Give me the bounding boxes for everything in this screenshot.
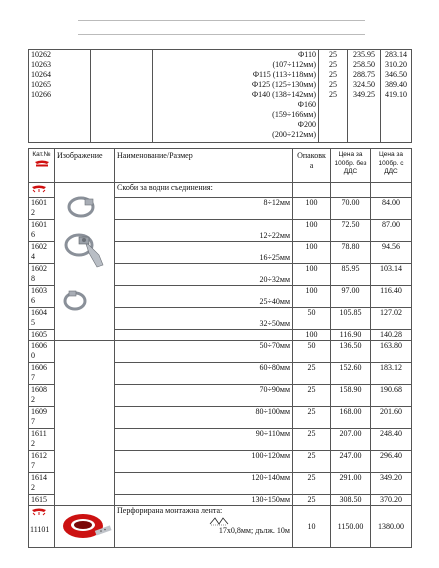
size-cell: 90÷110мм xyxy=(115,429,293,451)
top-code: 10264 xyxy=(31,70,51,79)
section1-logo-cell xyxy=(29,183,55,198)
price-vat-cell: 163.80 xyxy=(371,341,412,363)
price-no-vat-cell: 247.00 xyxy=(331,451,371,473)
price-vat-cell: 140.28 xyxy=(371,330,412,341)
code-cell: 1609 7 xyxy=(29,407,55,429)
top-price-vat: 283.14 xyxy=(385,50,407,59)
pack-cell: 100 xyxy=(293,264,331,286)
price-no-vat-cell: 116.90 xyxy=(331,330,371,341)
code-cell: 1605 xyxy=(29,330,55,341)
size-cell: 130÷150мм xyxy=(115,495,293,506)
size-text: 32÷50мм xyxy=(259,319,290,328)
tape-price-vat xyxy=(371,506,412,548)
brand-logo-icon xyxy=(30,184,48,193)
price-vat-cell: 94.56 xyxy=(371,242,412,264)
price-vat-cell: 103.14 xyxy=(371,264,412,286)
top-price-vat: 389.40 xyxy=(385,80,407,89)
code-cell: 1606 7 xyxy=(29,363,55,385)
top-size: Ф200 xyxy=(297,120,316,129)
pack-cell: 25 xyxy=(293,429,331,451)
size-text: 12÷22мм xyxy=(259,231,290,240)
top-rule-1 xyxy=(78,20,365,21)
pack-cell: 100 xyxy=(293,198,331,220)
size-cell: 60÷80мм xyxy=(115,363,293,385)
top-code: 10262 xyxy=(31,50,51,59)
size-text: 20÷32мм xyxy=(259,275,290,284)
tape-image-cell xyxy=(55,506,115,548)
code-cell: 1602 8 xyxy=(29,264,55,286)
tape-code-cell xyxy=(29,506,55,548)
size-cell xyxy=(115,264,293,286)
tape-pack xyxy=(293,506,331,548)
header-code-cell xyxy=(29,149,55,183)
price-no-vat-cell: 158.90 xyxy=(331,385,371,407)
price-vat-cell: 248.40 xyxy=(371,429,412,451)
size-cell: 120÷140мм xyxy=(115,473,293,495)
top-size: Ф125 (125÷130мм) xyxy=(251,80,316,89)
size-cell xyxy=(115,330,293,341)
price-vat-cell: 201.60 xyxy=(371,407,412,429)
top-image-cell xyxy=(91,50,153,143)
top-price-no-vat: 349.25 xyxy=(353,90,375,99)
top-codes-cell xyxy=(29,50,91,143)
top-price-no-vat: 258.50 xyxy=(353,60,375,69)
tape-profile-icon xyxy=(209,516,229,526)
price-vat-cell: 87.00 xyxy=(371,220,412,242)
size-cell: 100÷120мм xyxy=(115,451,293,473)
size-cell xyxy=(115,286,293,308)
top-size: Ф115 (113÷118мм) xyxy=(252,70,316,79)
top-pack: 25 xyxy=(329,50,337,59)
price-no-vat-cell: 207.00 xyxy=(331,429,371,451)
tape-price-vat-text: 1380.00 xyxy=(378,521,404,531)
pack-cell: 25 xyxy=(293,451,331,473)
code-cell: 1602 4 xyxy=(29,242,55,264)
top-code: 10263 xyxy=(31,60,51,69)
top-size: Ф110 xyxy=(297,50,316,59)
size-cell: 50÷70мм xyxy=(115,341,293,363)
code-cell: 1611 2 xyxy=(29,429,55,451)
price-vat-cell: 127.02 xyxy=(371,308,412,330)
top-pack: 25 xyxy=(329,90,337,99)
tape-size: 17х0,8мм; дълж. 10м xyxy=(218,526,290,535)
pack-cell: 50 xyxy=(293,341,331,363)
size-cell: 8÷12мм xyxy=(115,198,293,220)
size-cell xyxy=(115,220,293,242)
price-vat-cell: 190.68 xyxy=(371,385,412,407)
pack-cell: 25 xyxy=(293,473,331,495)
top-packs-cell xyxy=(319,50,348,143)
clamp-image-cell xyxy=(55,183,115,341)
header-name: Наименование/Размер xyxy=(115,149,293,183)
tape-price-no-vat xyxy=(331,506,371,548)
price-no-vat-cell: 105.85 xyxy=(331,308,371,330)
top-price-vat: 310.20 xyxy=(385,60,407,69)
top-rule-2 xyxy=(78,34,365,35)
pack-cell: 25 xyxy=(293,385,331,407)
brand-logo-icon xyxy=(34,160,50,167)
header-price-vat: Цена за 100бр. с ДДС xyxy=(371,149,412,183)
price-no-vat-cell: 308.50 xyxy=(331,495,371,506)
size-cell: 70÷90мм xyxy=(115,385,293,407)
price-no-vat-cell: 72.50 xyxy=(331,220,371,242)
header-price-no-vat: Цена за 100бр. без ДДС xyxy=(331,149,371,183)
price-vat-cell: 349.20 xyxy=(371,473,412,495)
top-size: (107÷112мм) xyxy=(272,60,316,69)
size-text: 16÷25мм xyxy=(259,253,290,262)
price-no-vat-cell: 136.50 xyxy=(331,341,371,363)
code-cell: 1615 xyxy=(29,495,55,506)
pack-cell: 50 xyxy=(293,308,331,330)
top-size: (200÷212мм) xyxy=(272,130,316,139)
price-vat-cell: 84.00 xyxy=(371,198,412,220)
top-code: 10265 xyxy=(31,80,51,89)
code-cell: 1601 2 xyxy=(29,198,55,220)
pack-cell: 100 xyxy=(293,286,331,308)
top-code: 10266 xyxy=(31,90,51,99)
code-cell: 1614 2 xyxy=(29,473,55,495)
header-image: Изображение xyxy=(55,149,115,183)
size-text: 25÷40мм xyxy=(259,297,290,306)
main-price-table xyxy=(28,148,412,548)
top-prices-no-vat-cell xyxy=(348,50,381,143)
top-price-no-vat: 324.50 xyxy=(353,80,375,89)
code-cell: 1606 0 xyxy=(29,341,55,363)
tape-title: Перфорирана монтажна лента: xyxy=(117,506,223,515)
pack-cell: 25 xyxy=(293,495,331,506)
size-cell xyxy=(115,308,293,330)
section1-title: Скоби за водни съединения: xyxy=(115,183,293,198)
top-price-table xyxy=(28,49,412,143)
price-vat-cell: 296.40 xyxy=(371,451,412,473)
pack-cell: 100 xyxy=(293,220,331,242)
code-cell: 1612 7 xyxy=(29,451,55,473)
header-pack: Опаковк а xyxy=(293,149,331,183)
top-price-vat: 346.50 xyxy=(385,70,407,79)
price-no-vat-cell: 85.95 xyxy=(331,264,371,286)
top-size: Ф160 xyxy=(297,100,316,109)
empty-image-cell xyxy=(55,341,115,506)
pack-cell: 100 xyxy=(293,242,331,264)
top-sizes-cell xyxy=(153,50,319,143)
top-size: Ф140 (138÷142мм) xyxy=(251,90,316,99)
header-code: Кат.№ xyxy=(32,151,51,158)
pack-cell: 100 xyxy=(293,330,331,341)
price-no-vat-cell: 70.00 xyxy=(331,198,371,220)
pack-cell: 25 xyxy=(293,407,331,429)
price-no-vat-cell: 97.00 xyxy=(331,286,371,308)
price-no-vat-cell: 291.00 xyxy=(331,473,371,495)
top-prices-vat-cell xyxy=(381,50,412,143)
top-price-vat: 419.10 xyxy=(385,90,407,99)
tape-pack-text: 10 xyxy=(307,521,316,531)
top-pack: 25 xyxy=(329,80,337,89)
tape-price-no-vat-text: 1150.00 xyxy=(337,521,364,531)
top-price-no-vat: 235.95 xyxy=(353,50,375,59)
top-pack: 25 xyxy=(329,60,337,69)
top-pack: 25 xyxy=(329,70,337,79)
price-no-vat-cell: 152.60 xyxy=(331,363,371,385)
price-no-vat-cell: 168.00 xyxy=(331,407,371,429)
perforated-tape-image xyxy=(55,506,115,544)
price-no-vat-cell: 78.80 xyxy=(331,242,371,264)
size-cell: 80÷100мм xyxy=(115,407,293,429)
code-cell: 1603 6 xyxy=(29,286,55,308)
code-cell: 1608 2 xyxy=(29,385,55,407)
size-cell xyxy=(115,242,293,264)
pack-cell: 25 xyxy=(293,363,331,385)
price-vat-cell: 183.12 xyxy=(371,363,412,385)
top-size: (159÷166мм) xyxy=(272,110,316,119)
brand-logo-icon xyxy=(30,507,48,516)
top-price-no-vat: 288.75 xyxy=(353,70,375,79)
price-vat-cell: 116.40 xyxy=(371,286,412,308)
code-cell: 1601 6 xyxy=(29,220,55,242)
tape-code: 11101 xyxy=(30,525,50,534)
tape-desc-cell xyxy=(115,506,293,548)
price-vat-cell: 370.20 xyxy=(371,495,412,506)
hose-clamp-image xyxy=(55,183,115,333)
code-cell: 1604 5 xyxy=(29,308,55,330)
